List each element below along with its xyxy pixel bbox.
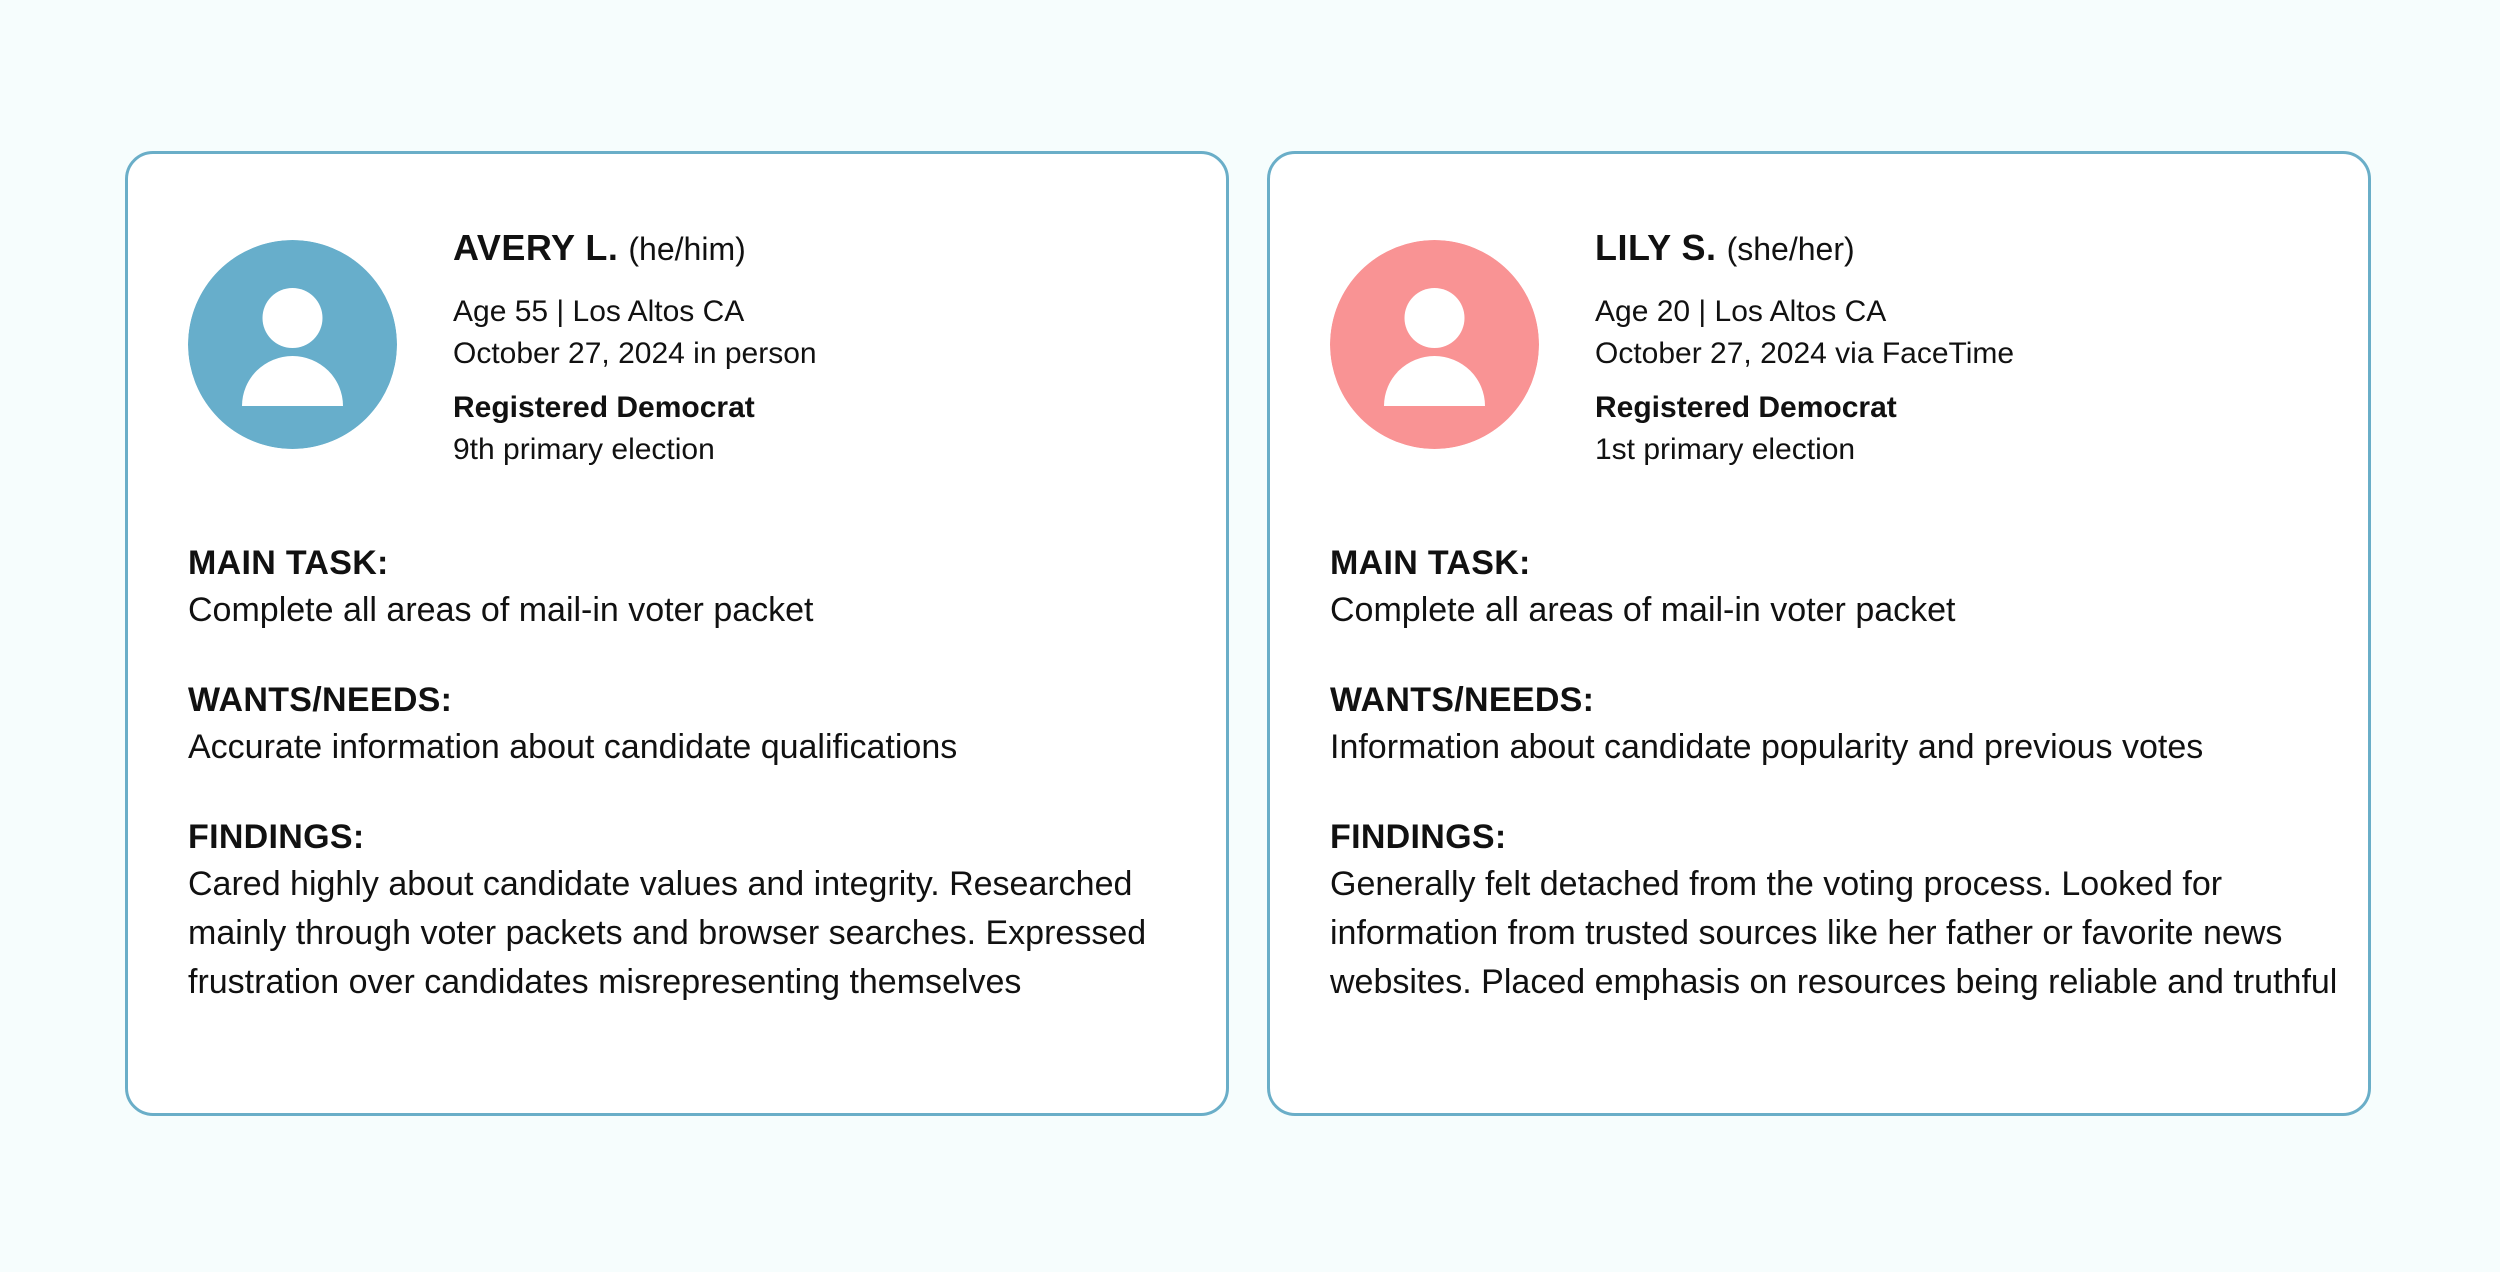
main-task-section <box>1330 540 2340 635</box>
persona-interview-date: October 27, 2024 via FaceTime <box>1595 337 2015 370</box>
findings-label: FINDINGS: <box>188 818 365 856</box>
wants-needs-label: WANTS/NEEDS: <box>188 681 453 719</box>
persona-header <box>1595 224 2335 273</box>
main-task-text: Complete all areas of mail-in voter packet <box>188 591 814 629</box>
main-task-label: MAIN TASK: <box>188 544 389 582</box>
persona-card-lily <box>1267 151 2371 1116</box>
main-task-section <box>188 540 1198 635</box>
findings-section <box>188 814 1198 1007</box>
persona-pronouns: (he/him) <box>628 231 746 267</box>
wants-needs-label: WANTS/NEEDS: <box>1330 681 1595 719</box>
persona-party: Registered Democrat <box>1595 391 1897 424</box>
avatar <box>188 240 397 449</box>
user-icon <box>188 240 397 449</box>
persona-info <box>453 224 1193 471</box>
persona-election: 9th primary election <box>453 433 715 466</box>
persona-header <box>453 224 1193 273</box>
persona-election: 1st primary election <box>1595 433 1856 466</box>
main-task-label: MAIN TASK: <box>1330 544 1531 582</box>
persona-sections <box>188 540 1198 1049</box>
persona-pronouns: (she/her) <box>1726 231 1855 267</box>
findings-text: Cared highly about candidate values and integrity. Researched mainly through voter packets and browser searches. Expressed frustration over candidates misrepresenting themselves <box>188 865 1147 1001</box>
findings-text: Generally felt detached from the voting process. Looked for information from trusted sources like her father or favorite news websites. Placed emphasis on resources being reliable and truthful <box>1330 865 2338 1001</box>
findings-section <box>1330 814 2340 1007</box>
persona-party: Registered Democrat <box>453 391 755 424</box>
main-task-text: Complete all areas of mail-in voter packet <box>1330 591 1956 629</box>
user-icon <box>1330 240 1539 449</box>
wants-needs-text: Accurate information about candidate qualifications <box>188 728 958 766</box>
wants-needs-section <box>188 677 1198 772</box>
persona-info <box>1595 224 2335 471</box>
persona-age-location: Age 20 | Los Altos CA <box>1595 295 1887 328</box>
persona-name: AVERY L. <box>453 227 619 268</box>
persona-sections <box>1330 540 2340 1049</box>
persona-name: LILY S. <box>1595 227 1717 268</box>
findings-label: FINDINGS: <box>1330 818 1507 856</box>
persona-age-location: Age 55 | Los Altos CA <box>453 295 745 328</box>
avatar <box>1330 240 1539 449</box>
wants-needs-text: Information about candidate popularity and previous votes <box>1330 728 2204 766</box>
wants-needs-section <box>1330 677 2340 772</box>
persona-interview-date: October 27, 2024 in person <box>453 337 817 370</box>
persona-card-avery <box>125 151 1229 1116</box>
